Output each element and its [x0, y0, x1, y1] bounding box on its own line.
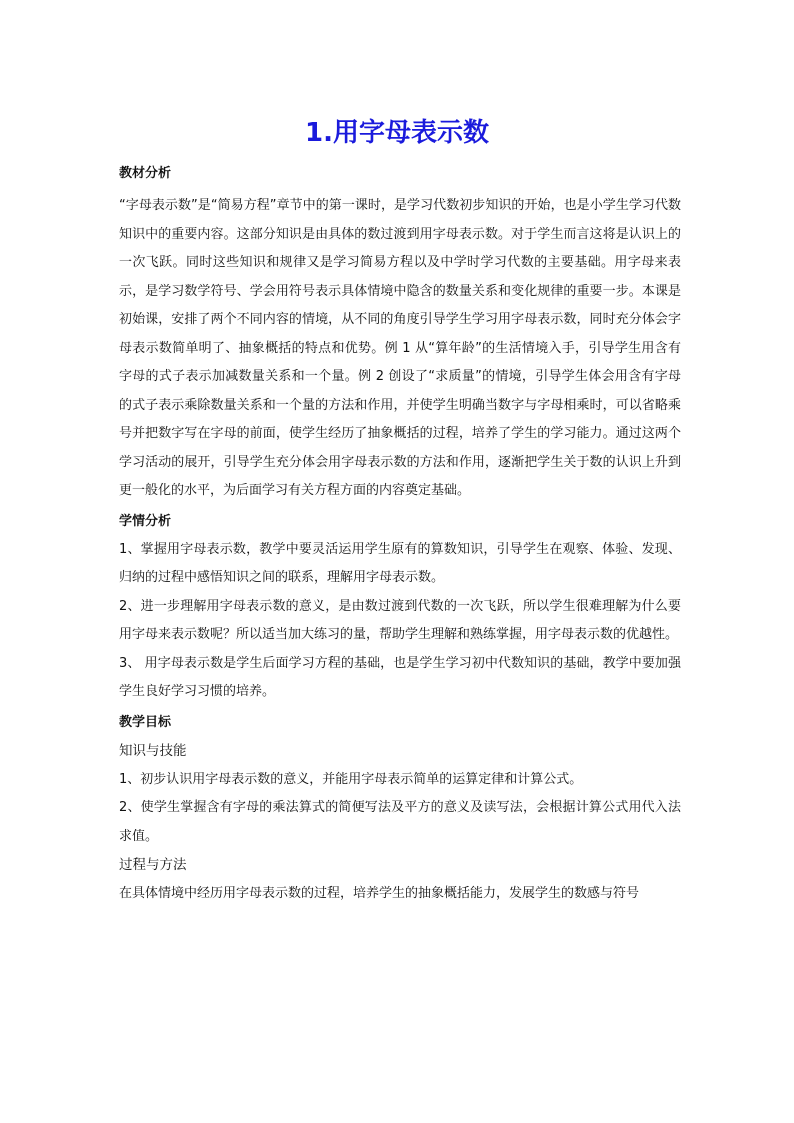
- subheading-knowledge: 知识与技能: [119, 742, 187, 759]
- knowledge-item-1: 1、初步认识用字母表示数的意义，并能用字母表示简单的运算定律和计算公式。: [119, 771, 583, 787]
- learner-item-3: 3、 用字母表示数是学生后面学习方程的基础，也是学生学习初中代数知识的基础，教学中要加强学生良好学习习惯的培养。: [119, 655, 681, 699]
- subheading-process: 过程与方法: [119, 857, 187, 873]
- analysis-paragraph: “字母表示数”是“简易方程”章节中的第一课时，是学习代数初步知识的开始，也是小学生学习代数知识中的重要内容。这部分知识是由具体的数过渡到用字母表示数。对于学生而言这将是认识上的一次飞跃。同时这些知识和规律又是学习简易方程以及中学时学习代数的主要基础。用字母来表示，是学习数学符号、学会用符号表示具体情境中隐含的数量关系和变化规律的重要一步。本课是初始课，安排了两个不同内容的情境，从不同的角度引导学生学习用字母表示数，同时充分体会字母表示数简单明了、抽象概括的特点和优势。例 1 从“算年龄”的生活情境入手，引导学生用含有字母的式子表示加减数量关系和一个量。例 2 创设了“求质量”的情境，引导学生体会用含有字母的式子表示乘除数量关系和一个量的方法和作用，并使学生明确当数字与字母相乘时，可以省略乘号并把数字写在字母的前面，使学生经历了抽象概括的过程，培养了学生的学习能力。通过这两个学习活动的展开，引导学生充分体会用字母表示数的方法和作用，逐渐把学生关于数的认识上升到更一般化的水平，为后面学习有关方程方面的内容奠定基础。: [119, 198, 681, 498]
- page-title: 1.用字母表示数: [305, 118, 489, 148]
- section-heading-goals: 教学目标: [119, 714, 172, 730]
- section-heading-analysis: 教材分析: [119, 166, 172, 181]
- process-paragraph: 在具体情境中经历用字母表示数的过程，培养学生的抽象概括能力，发展学生的数感与符号: [119, 886, 640, 901]
- document-body: [119, 160, 681, 909]
- learner-item-2: 2、进一步理解用字母表示数的意义，是由数过渡到代数的一次飞跃，所以学生很难理解为什么要用字母来表示数呢？所以适当加大练习的量，帮助学生理解和熟练掌握，用字母表示数的优越性。: [119, 598, 681, 642]
- knowledge-item-2: 2、使学生掌握含有字母的乘法算式的简便写法及平方的意义及读写法，会根据计算公式用代入法求值。: [119, 800, 681, 844]
- section-heading-learner: 学情分析: [119, 513, 172, 529]
- learner-item-1: 1、掌握用字母表示数，教学中要灵活运用学生原有的算数知识，引导学生在观察、体验、发现、归纳的过程中感悟知识之间的联系，理解用字母表示数。: [119, 541, 681, 585]
